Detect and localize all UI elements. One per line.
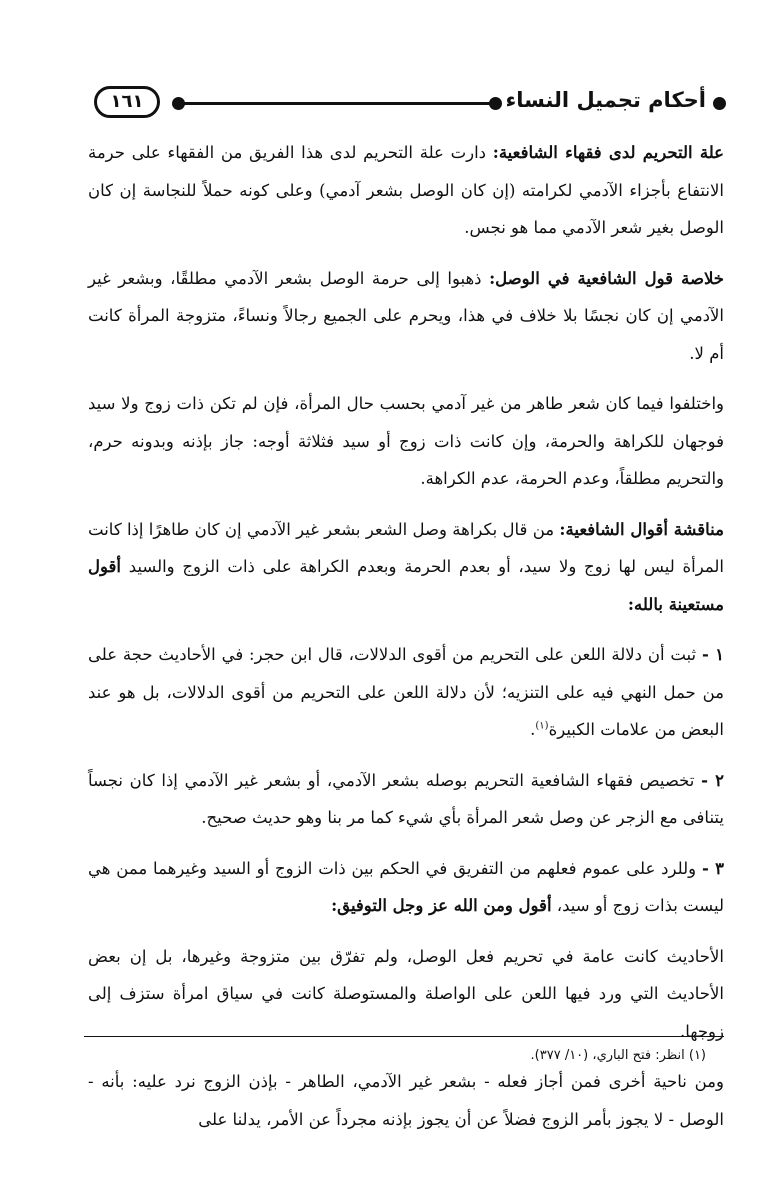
point-number: ٣ - (701, 858, 724, 878)
paragraph-heading: خلاصة قول الشافعية في الوصل: (489, 268, 724, 288)
header-rule (178, 102, 494, 105)
paragraph-text: ثبت أن دلالة اللعن على التحريم من أقوى الدلالات، قال ابن حجر: في الأحاديث حجة على من حمل النهي فيه على التنزيه؛ لأن دلالة اللعن على التحريم من أقوى الدلالات، بل هو عند البعض من علامات الكبيرة (88, 645, 724, 739)
paragraph-text: ذهبوا إلى حرمة الوصل بشعر الآدمي مطلقًا، وبشعر غير الآدمي إن كان نجسًا بلا خلاف في هذا، ويحرم على الجميع رجالاً ونساءً، متزوجة المرأة كانت أم لا. (88, 268, 724, 363)
paragraph-text: وللرد على عموم فعلهم من التفريق في الحكم بين ذات الزوج أو السيد وغيرهما ممن هي ليست بذات زوج أو سيد، (88, 858, 724, 915)
paragraph-husband-permission (88, 1063, 724, 1138)
paragraph-text: تخصيص فقهاء الشافعية التحريم بوصله بشعر الآدمي، أو بشعر غير الآدمي إذا كان نجساً يتنافى مع الزجر عن وصل شعر المرأة بأي شيء كما مر بنا وهو حديث صحيح. (88, 770, 724, 827)
header-bullet-right (713, 97, 726, 110)
paragraph-reason-of-prohibition (88, 134, 724, 247)
paragraph-end: . (530, 720, 536, 739)
footnote-marker: (١) (535, 720, 549, 732)
paragraph-text: الأحاديث كانت عامة في تحريم فعل الوصل، ولم تفرّق بين متزوجة وغيرها، بل إن بعض الأحاديث التي ورد فيها اللعن على الواصلة والمستوصلة كانت في سياق امرأة ستزف إلى زوجها. (88, 946, 724, 1041)
paragraph-text: واختلفوا فيما كان شعر طاهر من غير آدمي بحسب حال المرأة، فإن لم تكن ذات زوج ولا سيد فوجهان للكراهة والحرمة، وإن كانت ذات زوج أو سيد فثلاثة أوجه: جاز بإذنه وبدونه حرم، والتحريم مطلقاً، وعدم الحرمة، عدم الكراهة. (88, 394, 724, 488)
paragraph-heading: علة التحريم لدى فقهاء الشافعية: (492, 143, 725, 162)
paragraph-heading: مناقشة أقوال الشافعية: (559, 519, 724, 539)
paragraph-tail: أقول مستعينة بالله: (88, 557, 724, 614)
point-number: ٢ - (701, 770, 725, 790)
paragraph-discussion (88, 511, 724, 624)
footnote: (١) انظر: فتح الباري، (١٠/ ٣٧٧). (530, 1048, 706, 1063)
point-2 (88, 762, 724, 837)
point-3 (88, 850, 724, 925)
point-1 (88, 636, 724, 749)
paragraph-text: ومن ناحية أخرى فمن أجاز فعله - بشعر غير الآدمي، الطاهر - بإذن الزوج نرد عليه: بأنه - الوصل - لا يجوز بأمر الزوج فضلاً عن أن يجوز بإذنه مجرداً عن الأمر، يدلنا على (88, 1072, 724, 1129)
paragraph-disagreement (88, 385, 724, 498)
paragraph-text: دارت علة التحريم لدى هذا الفريق من الفقهاء على حرمة الانتفاع بأجزاء الآدمي لكرامته (إن كان الوصل بشعر آدمي) وعلى كونه حملاً للنجاسة إن كان الوصل بغير شعر الآدمي مما هو نجس. (88, 143, 724, 237)
page-number: ١٦١ (94, 86, 160, 118)
footnote-separator (84, 1036, 724, 1037)
paragraph-text: من قال بكراهة وصل الشعر بشعر غير الآدمي إن كان طاهرًا إذا كانت المرأة ليس لها زوج ولا سيد، أو بعدم الحرمة وبعدم الكراهة على ذات الزوج والسيد (88, 519, 724, 576)
paragraph-shafii-summary (88, 260, 724, 373)
header-title: أحكام تجميل النساء (505, 88, 706, 112)
page-body (88, 134, 724, 1151)
header-bullet-left (172, 97, 185, 110)
point-number: ١ - (701, 645, 724, 664)
running-header (86, 86, 726, 122)
paragraph-tail: أقول ومن الله عز وجل التوفيق: (331, 896, 552, 915)
paragraph-hadith-general (88, 938, 724, 1051)
